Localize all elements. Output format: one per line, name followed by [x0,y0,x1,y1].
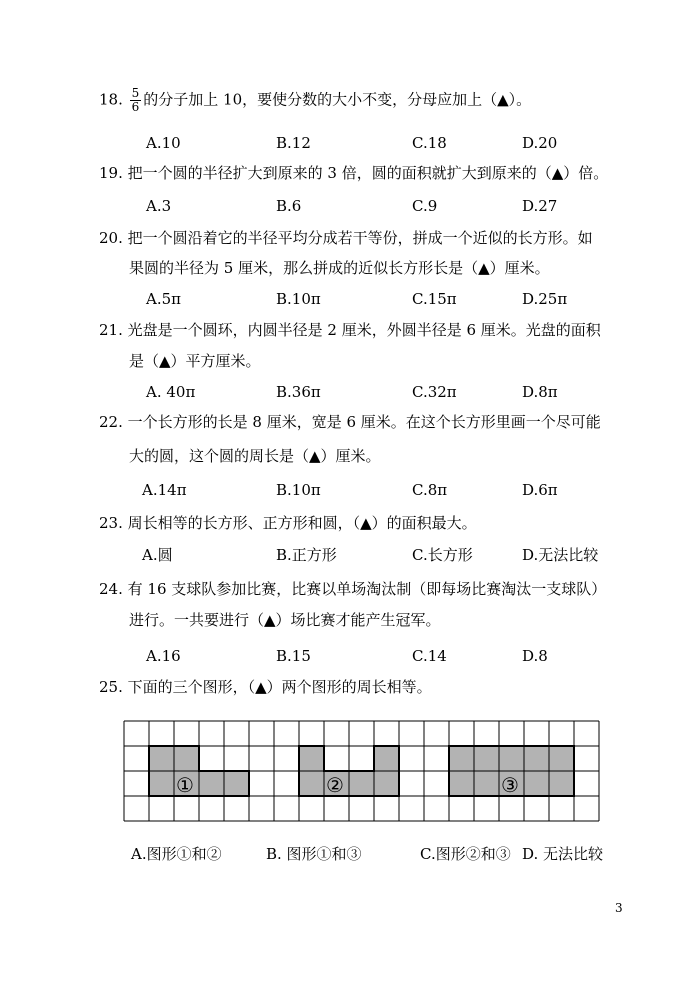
question-number: 21. [99,321,123,339]
question-text: 的分子加上 10，要使分数的大小不变，分母应加上（▲）。 [143,90,532,109]
question-number: 22. [99,413,123,431]
option-b: B.15 [276,647,311,665]
option-d: D.20 [522,134,558,152]
fraction-numerator: 5 [131,86,140,100]
question-number: 18. [99,90,123,109]
question-text: 下面的三个图形，（▲）两个图形的周长相等。 [127,678,432,696]
question-25 [99,677,432,697]
question-text: 把一个圆沿着它的半径平均分成若干等份，拼成一个近似的长方形。如 [127,229,593,247]
option-c: C.长方形 [412,546,473,564]
option-c: C.8π [412,481,448,499]
question-20-continued: 果圆的半径为 5 厘米，那么拼成的近似长方形长是（▲）厘米。 [129,259,550,277]
option-d: D.8π [522,383,558,401]
question-text: 周长相等的长方形、正方形和圆，（▲）的面积最大。 [127,514,477,532]
option-c: C.9 [412,197,438,215]
question-number: 19. [99,164,123,182]
option-d: D.6π [522,481,558,499]
option-b: B.6 [276,197,302,215]
question-22-continued: 大的圆，这个圆的周长是（▲）厘米。 [129,447,381,465]
question-text: 光盘是一个圆环，内圆半径是 2 厘米，外圆半径是 6 厘米。光盘的面积 [127,321,601,339]
question-19 [99,163,608,183]
shape-3-label: ③ [501,773,519,797]
option-d: D.8 [522,647,548,665]
option-d: D.25π [522,290,568,308]
option-a: A.16 [146,647,181,665]
option-d: D.无法比较 [522,546,599,564]
grid-lines [124,721,599,821]
question-22 [99,412,601,432]
option-b: B.10π [276,481,321,499]
question-number: 20. [99,229,123,247]
option-a: A.3 [146,197,172,215]
option-c: C.32π [412,383,457,401]
question-text: 有 16 支球队参加比赛，比赛以单场淘汰制（即每场比赛淘汰一支球队） [127,580,607,598]
question-21-continued: 是（▲）平方厘米。 [129,352,261,370]
question-number: 24. [99,580,123,598]
option-c: C.14 [412,647,447,665]
option-a: A.圆 [142,546,173,564]
question-18 [99,87,531,114]
question-21 [99,320,601,340]
option-c: C.15π [412,290,457,308]
shape-1-label: ① [176,773,194,797]
question-23 [99,513,477,533]
question-text: 把一个圆的半径扩大到原来的 3 倍，圆的面积就扩大到原来的（▲）倍。 [127,164,609,182]
page-number: 3 [615,901,623,915]
question-number: 25. [99,678,123,696]
option-d: D. 无法比较 [522,845,604,863]
option-b: B.12 [276,134,311,152]
question-24 [99,579,606,599]
option-a: A.图形①和② [131,845,222,863]
option-c: C.18 [412,134,447,152]
question-20 [99,228,593,248]
question-number: 23. [99,514,123,532]
option-a: A.10 [146,134,181,152]
option-d: D.27 [522,197,558,215]
option-a: A.5π [146,290,182,308]
shape-2-label: ② [326,773,344,797]
grid-figure [123,720,601,822]
option-a: A.14π [142,481,187,499]
fraction [130,87,142,114]
option-b: B.正方形 [276,546,337,564]
question-text: 一个长方形的长是 8 厘米，宽是 6 厘米。在这个长方形里画一个尽可能 [127,413,601,431]
option-a: A. 40π [146,383,196,401]
fraction-denominator: 6 [131,100,140,114]
option-b: B.36π [276,383,321,401]
option-b: B. 图形①和③ [266,845,362,863]
question-24-continued: 进行。一共要进行（▲）场比赛才能产生冠军。 [129,611,441,629]
option-c: C.图形②和③ [420,845,511,863]
option-b: B.10π [276,290,321,308]
